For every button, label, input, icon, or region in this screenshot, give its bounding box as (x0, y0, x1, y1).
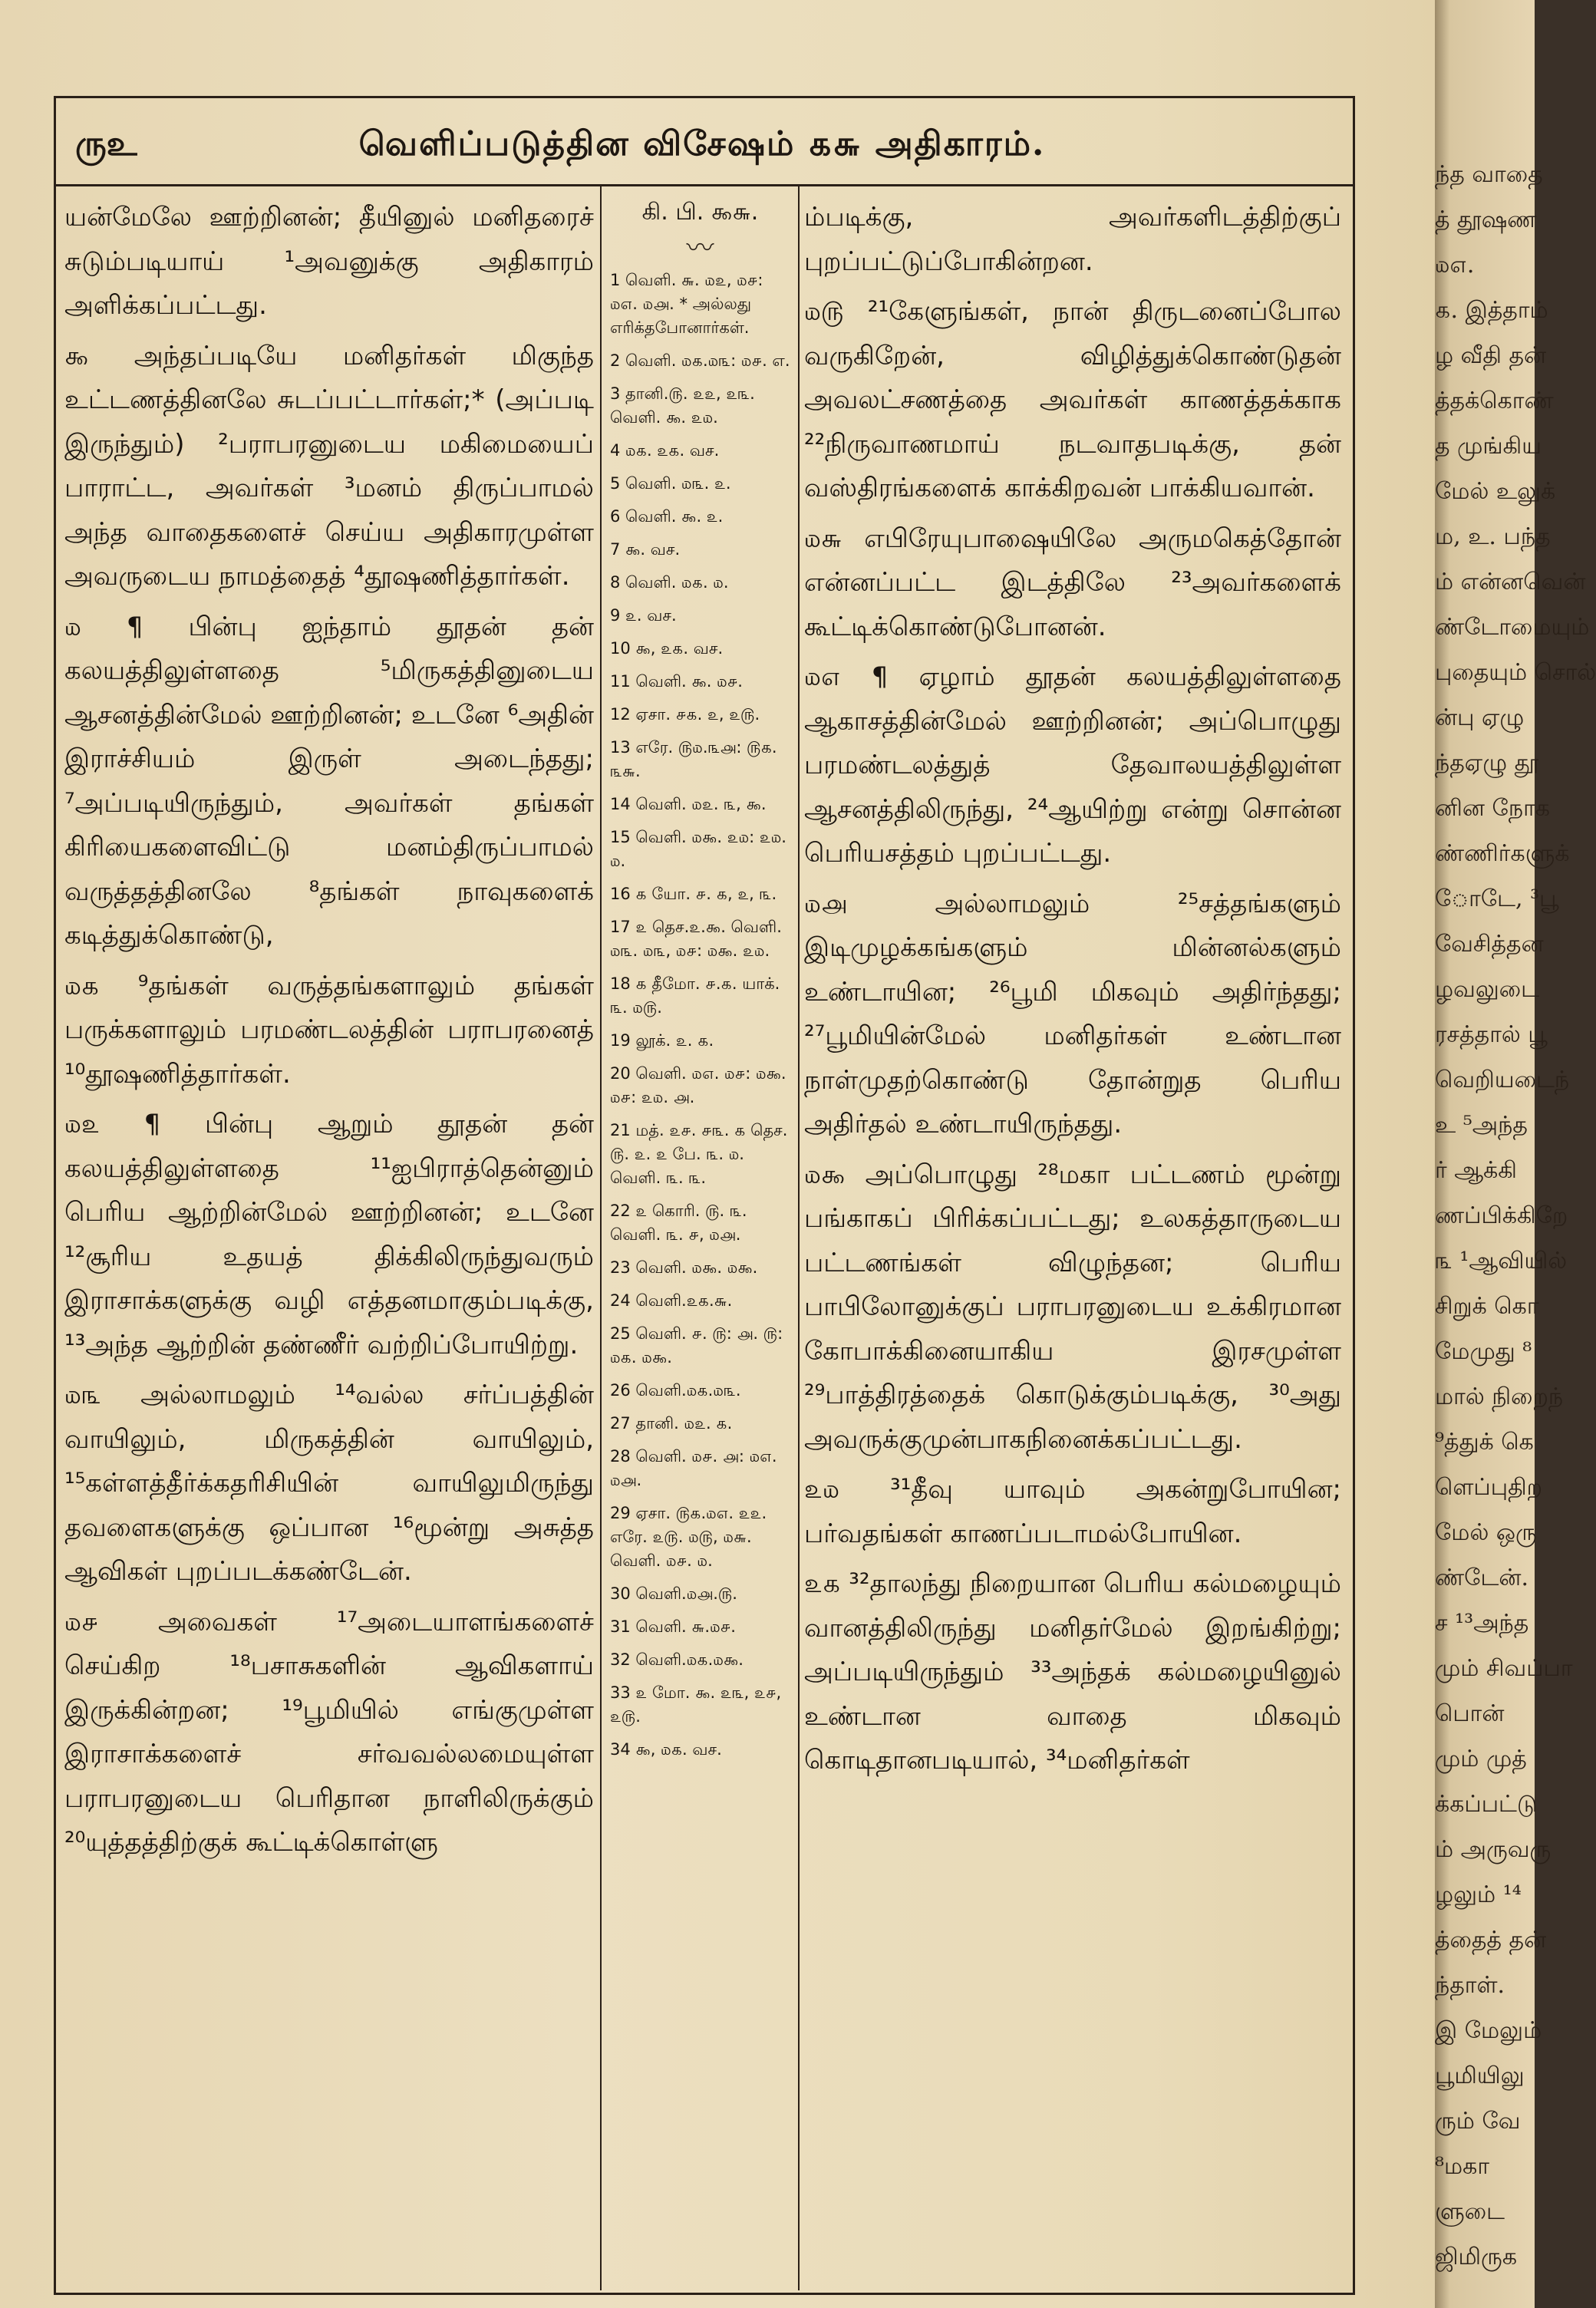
verse-paragraph: யன்மேலே ஊற்றினன்; தீயினுல் மனிதரைச் சுடும்படியாய் ¹அவனுக்கு அதிகாரம் அளிக்கப்பட்டது. (64, 202, 594, 321)
cross-reference: 25 வெளி. ௪. ௫: ௮. ௫: ௰௧. ௰௯. (610, 1324, 783, 1367)
adjacent-text-fragment: ணப்பிக்கிறே (1435, 1202, 1568, 1229)
cross-reference: 28 வெளி. ௰௪. ௮: ௰௭. ௰௮. (610, 1447, 777, 1489)
adjacent-text-fragment: த முங்கிய (1435, 433, 1542, 460)
adjacent-text-fragment: ஜிமிருக (1435, 2244, 1518, 2270)
ornament-divider: 〰 (686, 232, 714, 264)
cross-reference: 15 வெளி. ௰௯. ௨௰: ௨௰. ௰. (610, 828, 786, 870)
header-rule (54, 184, 1355, 186)
adjacent-page-edge (1435, 0, 1596, 2308)
adjacent-text-fragment: ழவலுடை (1435, 976, 1540, 1003)
verse-paragraph: ௰௨ ¶ பின்பு ஆறும் தூதன் தன் கலயத்திலுள்ளதை ¹¹ஐபிராத்தென்னும் பெரிய ஆற்றின்மேல் ஊற்றினன்; உடனே ¹²சூரிய உதயத் திக்கிலிருந்துவரும் இராசாக்களுக்கு வழி எத்தனமாகும்படிக்கு, ¹³அந்த ஆற்றின் தண்ணீர் வற்றிப்போயிற்று. (64, 1109, 594, 1360)
adjacent-text-fragment: க்கப்பட்டு (1435, 1791, 1538, 1818)
adjacent-text-fragment: ோடே, ³பூ (1435, 885, 1559, 912)
column-rule-left (600, 186, 602, 2290)
adjacent-text-fragment: ரும் வே (1435, 2108, 1521, 2135)
adjacent-text-fragment: ம, உ. பந்த (1435, 523, 1551, 550)
adjacent-text-fragment: புதையும் சொல் (1435, 659, 1596, 686)
cross-reference: 33 ௨ மோ. ௯. ௨௩, ௨௪, ௨௫. (610, 1683, 782, 1726)
adjacent-text-fragment: வேசித்தன (1435, 931, 1544, 958)
adjacent-text-fragment: ம் அருவரு (1435, 1836, 1551, 1863)
adjacent-text-fragment: மேல் ஒரு (1435, 1519, 1537, 1546)
adjacent-text-fragment: ௩ ¹ஆவியில் (1435, 1248, 1568, 1274)
adjacent-text-fragment: த்தக்கொண் (1435, 387, 1554, 414)
adjacent-text-fragment: வெறியடைந் (1435, 1067, 1570, 1093)
cross-reference: 26 வெளி.௰௧.௰௩. (610, 1381, 741, 1400)
cross-reference: 31 வெளி. ௬.௰௪. (610, 1617, 736, 1636)
verse-paragraph: ௰௫ ²¹கேளுங்கள், நான் திருடனைப்போல வருகிறேன், விழித்துக்கொண்டுதன் அவலட்சணத்தை அவர்கள் காணத்தக்காக ²²நிருவாணமாய் நடவாதபடிக்கு, தன் வஸ்திரங்களைக் காக்கிறவன் பாக்கியவான். (804, 296, 1341, 503)
adjacent-text-fragment: மும் சிவப்பா (1435, 1655, 1573, 1682)
left-text-column (64, 196, 594, 1871)
running-header (54, 115, 1350, 176)
adjacent-text-fragment: ந்தாள். (1435, 1972, 1505, 1999)
cross-reference: 1 வெளி. ௬. ௰௨, ௰௪: ௰௭. ௰௮. * அல்லது எரிக்தபோனார்கள். (610, 271, 763, 337)
adjacent-text-fragment: ண்டேன். (1435, 1564, 1528, 1591)
cross-reference: 21 மத். ௨௪. ௪௩. ௧ தெச. ௫. ௨. ௨ பே. ௩. ௰. வெளி. ௩. ௩. (610, 1121, 788, 1187)
cross-reference: 13 எரே. ௫௰.௩௮: ௫௧. ௩௬. (610, 738, 777, 780)
adjacent-text-fragment: ந்த வாதை (1435, 161, 1543, 188)
cross-reference: 7 ௯. வச. (610, 540, 681, 559)
verse-paragraph: ௯ அந்தப்படியே மனிதர்கள் மிகுந்த உட்டணத்தினலே சுடப்பட்டார்கள்;* (அப்படி இருந்தும்) ²பராபரனுடைய மகிமையைப் பாராட்ட, அவர்கள் ³மனம் திருப்பாமல் அந்த வாதைகளைச் செய்ய அதிகாரமுள்ள அவருடைய நாமத்தைத் ⁴தூஷணித்தார்கள். (64, 340, 594, 592)
adjacent-text-fragment: ண்டோமையும் (1435, 614, 1590, 641)
cross-reference: 27 தானி. ௰௨. ௧. (610, 1414, 733, 1433)
cross-reference: 8 வெளி. ௰௧. ௰. (610, 573, 729, 592)
column-rule-right (798, 186, 800, 2290)
verse-paragraph: ௰௯ அப்பொழுது ²⁸மகா பட்டணம் மூன்று பங்காகப் பிரிக்கப்பட்டது; உலகத்தாருடைய பட்டணங்கள் விழுந்தன; பெரிய பாபிலோனுக்குப் பராபரனுடைய உக்கிரமான கோபாக்கினையாகிய இரசமுள்ள ²⁹பாத்திரத்தைக் கொடுக்கும்படிக்கு, ³⁰அது அவருக்குமுன்பாகநினைக்கப்பட்டது. (804, 1159, 1341, 1455)
verse-paragraph: ௰ ¶ பின்பு ஐந்தாம் தூதன் தன் கலயத்திலுள்ளதை ⁵மிருகத்தினுடைய ஆசனத்தின்மேல் ஊற்றினன்; உடனே ⁶அதின் இராச்சியம் இருள் அடைந்தது; ⁷அப்படியிருந்தும், அவர்கள் தங்கள் கிரியைகளைவிட்டு மனம்திருப்பாமல் வருத்தத்தினலே ⁸தங்கள் நாவுகளைக் கடித்துக்கொண்டு, (64, 611, 594, 951)
cross-reference: 29 ஏசா. ௫௧.௰௭. ௨௨. எரே. ௨௫. ௰௫, ௰௬. வெளி. ௰௪. ௰. (610, 1504, 767, 1570)
verse-paragraph: ௨௰ ³¹தீவு யாவும் அகன்றுபோயின; பர்வதங்கள் காணப்படாமல்போயின. (804, 1474, 1341, 1549)
adjacent-text-fragment: ௧. இத்தாம் (1435, 297, 1548, 324)
verse-paragraph: ௰௮ அல்லாமலும் ²⁵சத்தங்களும் இடிமுழக்கங்களும் மின்னல்களும் உண்டாயின; ²⁶பூமி மிகவும் அதிர்ந்தது; ²⁷பூமியின்மேல் மனிதர்கள் உண்டான நாள்முதற்கொண்டு தோன்றுத பெரிய அதிர்தல் உண்டாயிருந்தது. (804, 888, 1341, 1139)
cross-reference: 6 வெளி. ௯. ௨. (610, 507, 724, 526)
cross-reference: 14 வெளி. ௰௨. ௩, ௯. (610, 795, 767, 813)
cross-reference-column (610, 196, 790, 1771)
adjacent-text-fragment: த் தூஷண (1435, 206, 1537, 233)
cross-reference: 32 வெளி.௰௧.௰௯. (610, 1650, 744, 1669)
cross-reference: 22 ௨ கொரி. ௫. ௩. வெளி. ௩. ௪, ௰௮. (610, 1202, 747, 1244)
page-title: வெளிப்படுத்தின விசேஷம் ௧௬ அதிகாரம். (358, 124, 1046, 163)
adjacent-text-fragment: ⁹த்துக் கெ (1435, 1429, 1534, 1456)
cross-reference: 18 ௧ தீமோ. ௪.௧. யாக். ௩. ௰௫. (610, 974, 780, 1017)
adjacent-text-fragment: ளுடை (1435, 2198, 1505, 2225)
adjacent-text-fragment: மால் நிறைந் (1435, 1383, 1564, 1410)
verse-paragraph: ௰௧ ⁹தங்கள் வருத்தங்களாலும் தங்கள் பருக்களாலும் பரமண்டலத்தின் பராபரனைத் ¹⁰தூஷணித்தார்கள். (64, 970, 594, 1090)
cross-reference: 4 ௰௧. ௨௧. வச. (610, 441, 720, 460)
cross-reference: 16 ௧ யோ. ௪. ௧, ௨, ௩. (610, 885, 777, 903)
cross-reference: 11 வெளி. ௯. ௰௪. (610, 672, 743, 691)
verse-paragraph: ம்படிக்கு, அவர்களிடத்திற்குப் புறப்பட்டுப்போகின்றன. (804, 202, 1341, 277)
cross-reference: 24 வெளி.௨௧.௬. (610, 1291, 733, 1310)
adjacent-text-fragment: ⁸மகா (1435, 2153, 1490, 2180)
verse-paragraph: ௨௧ ³²தாலந்து நிறையான பெரிய கல்மழையும் வானத்திலிருந்து மனிதர்மேல் இறங்கிற்று; அப்படியிருந்தும் ³³அந்தக் கல்மழையினுல் உண்டான வாதை மிகவும் கொடிதானபடியால், ³⁴மனிதர்கள் (804, 1568, 1341, 1776)
year-heading: கி. பி. ௯௬. (641, 199, 759, 226)
adjacent-text-fragment: ர் ஆக்கி (1435, 1157, 1517, 1184)
verse-paragraph: ௰௬ எபிரேயுபாஷையிலே அருமகெத்தோன் என்னப்பட்ட இடத்திலே ²³அவர்களைக் கூட்டிக்கொண்டுபோனன். (804, 523, 1341, 642)
reference-list (610, 269, 790, 1762)
cross-reference: 2 வெளி. ௰௧.௰௩: ௰௪. எ. (610, 351, 790, 370)
verse-paragraph: ௰௩ அல்லாமலும் ¹⁴வல்ல சர்ப்பத்தின் வாயிலும், மிருகத்தின் வாயிலும், ¹⁵கள்ளத்தீர்க்கதரிசியின் வாயிலுமிருந்து தவளைகளுக்கு ஒப்பான ¹⁶மூன்று அசுத்த ஆவிகள் புறப்படக்கண்டேன். (64, 1380, 594, 1587)
adjacent-text-fragment: ழ வீதி தன் (1435, 342, 1547, 369)
adjacent-text-fragment: மும் முத் (1435, 1746, 1527, 1772)
cross-reference: 17 ௨ தெச.௨.௯. வெளி. ௰௩. ௰௩, ௰௪: ௰௯. ௨௰. (610, 918, 782, 960)
adjacent-text-fragment: த்தைத் தன் (1435, 1927, 1547, 1954)
adjacent-text-fragment: ழலும் ¹⁴ (1435, 1881, 1522, 1908)
cross-reference: 19 லூக். ௨. ௧. (610, 1031, 714, 1050)
adjacent-text-fragment: ம் என்னவென் (1435, 569, 1586, 595)
cross-reference: 20 வெளி. ௰௭. ௰௪: ௰௯. ௰௪: ௨௰. ௮. (610, 1064, 786, 1106)
adjacent-text-fragment: னின நோக (1435, 795, 1550, 822)
adjacent-text-fragment: உ ⁵அந்த (1435, 1112, 1528, 1139)
cross-reference: 10 ௯, ௨௧. வச. (610, 639, 724, 658)
cross-reference: 12 ஏசா. ௪௧. ௨, ௨௫. (610, 705, 760, 724)
adjacent-text-fragment: ண்ணிர்களுக் (1435, 840, 1570, 867)
cross-reference: 3 தானி.௫. ௨௨, ௨௩. வெளி. ௯. ௨௰. (610, 384, 755, 427)
adjacent-text-fragment: ௰௭. (1435, 252, 1475, 279)
adjacent-text-fragment: ச ¹³அந்த (1435, 1610, 1529, 1637)
verse-paragraph: ௰௪ அவைகள் ¹⁷அடையாளங்களைச் செய்கிற ¹⁸பசாசுகளின் ஆவிகளாய் இருக்கின்றன; ¹⁹பூமியில் எங்குமுள்ள இராசாக்களைச் சர்வவல்லமையுள்ள பராபரனுடைய பெரிதான நாளிலிருக்கும் ²⁰யுத்தத்திற்குக் கூட்டிக்கொள்ளு (64, 1606, 594, 1858)
adjacent-text-fragment: பொன் (1435, 1700, 1505, 1727)
adjacent-text-fragment: ரசத்தால் பூ (1435, 1021, 1548, 1048)
cross-reference: 5 வெளி. ௰௩. ௨. (610, 474, 731, 493)
adjacent-text-fragment: மேமுது ⁸ (1435, 1338, 1532, 1365)
verse-paragraph: ௰௭ ¶ ஏழாம் தூதன் கலயத்திலுள்ளதை ஆகாசத்தின்மேல் ஊற்றினன்; அப்பொழுது பரமண்டலத்துத் தேவாலயத்திலுள்ள ஆசனத்திலிருந்து, ²⁴ஆயிற்று என்று சொன்ன பெரியசத்தம் புறப்பட்டது. (804, 661, 1341, 869)
adjacent-text-fragment: இ மேலும் (1435, 2017, 1542, 2044)
adjacent-text-fragment: மேல் உலுக் (1435, 478, 1556, 505)
adjacent-text-fragment: சிறுக் கொ (1435, 1293, 1539, 1320)
adjacent-text-fragment: பூமியிலு (1435, 2062, 1525, 2089)
adjacent-text-fragment: ளெப்புதிற (1435, 1474, 1543, 1501)
right-text-column (804, 196, 1341, 1789)
cross-reference: 30 வெளி.௰௮.௫. (610, 1584, 737, 1603)
cross-reference: 23 வெளி. ௰௯. ௰௯. (610, 1258, 758, 1277)
page-number: ருஉ (75, 124, 137, 163)
adjacent-text-fragment: ன்பு ஏழு (1435, 704, 1525, 731)
cross-reference: 34 ௯, ௰௧. வச. (610, 1740, 722, 1759)
cross-reference: 9 ௨. வச. (610, 606, 677, 625)
adjacent-text-fragment: ந்தஏழு தூ (1435, 750, 1539, 776)
